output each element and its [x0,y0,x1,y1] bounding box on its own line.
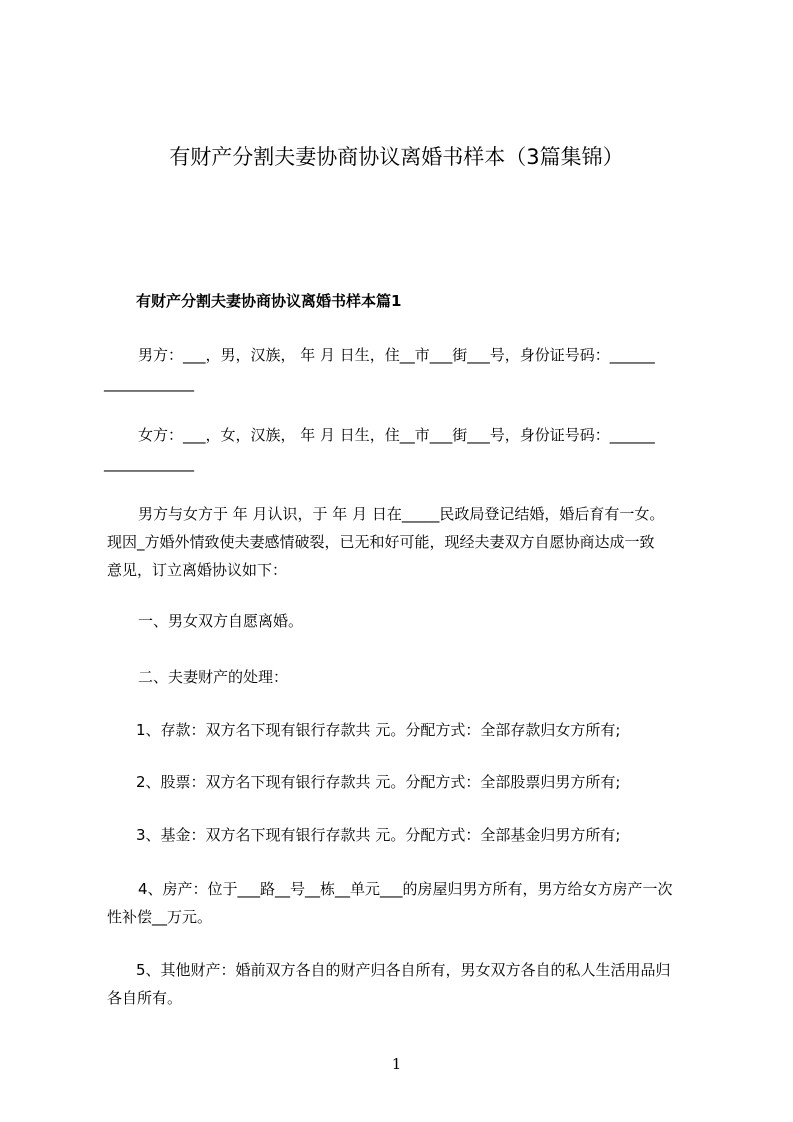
intro-paragraph-line2: 现因_方婚外情致使夫妻感情破裂，已无和好可能，现经夫妻双方自愿协商达成一致 [107,533,655,551]
section-title: 有财产分割夫妻协商协议离婚书样本篇1 [136,292,402,310]
document-title: 有财产分割夫妻协商协议离婚书样本（3篇集锦） [169,145,624,169]
clause-one: 一、男女双方自愿离婚。 [138,612,304,630]
male-party-line: 男方：___，男，汉族， 年 月 日生，住__市___街___号，身份证号码：______ [138,346,655,364]
sub-clause-stock: 2、股票：双方名下现有银行存款共 元。分配方式：全部股票归男方所有; [136,773,621,791]
sub-clause-other-line2: 各自所有。 [107,989,183,1007]
page-number: 1 [391,1055,402,1073]
female-party-line-cont: ____________ [104,454,194,472]
sub-clause-fund: 3、基金：双方名下现有银行存款共 元。分配方式：全部基金归男方所有; [136,826,621,844]
male-party-line-cont: ____________ [104,374,194,392]
sub-clause-deposit: 1、存款：双方名下现有银行存款共 元。分配方式：全部存款归女方所有; [136,721,621,739]
intro-paragraph-line3: 意见，订立离婚协议如下： [107,561,288,579]
clause-two: 二、夫妻财产的处理： [138,668,289,686]
intro-paragraph-line1: 男方与女方于 年 月认识，于 年 月 日在_____民政局登记结婚，婚后育有一女。 [138,505,665,523]
sub-clause-other-line1: 5、其他财产：婚前双方各自的财产归各自所有，男女双方各自的私人生活用品归 [136,961,671,979]
sub-clause-house-line1: 4、房产：位于___路__号__栋__单元___的房屋归男方所有，男方给女方房产一次 [138,880,673,898]
sub-clause-house-line2: 性补偿__万元。 [107,908,213,926]
female-party-line: 女方：___，女，汉族， 年 月 日生，住__市___街___号，身份证号码：______ [138,426,655,444]
